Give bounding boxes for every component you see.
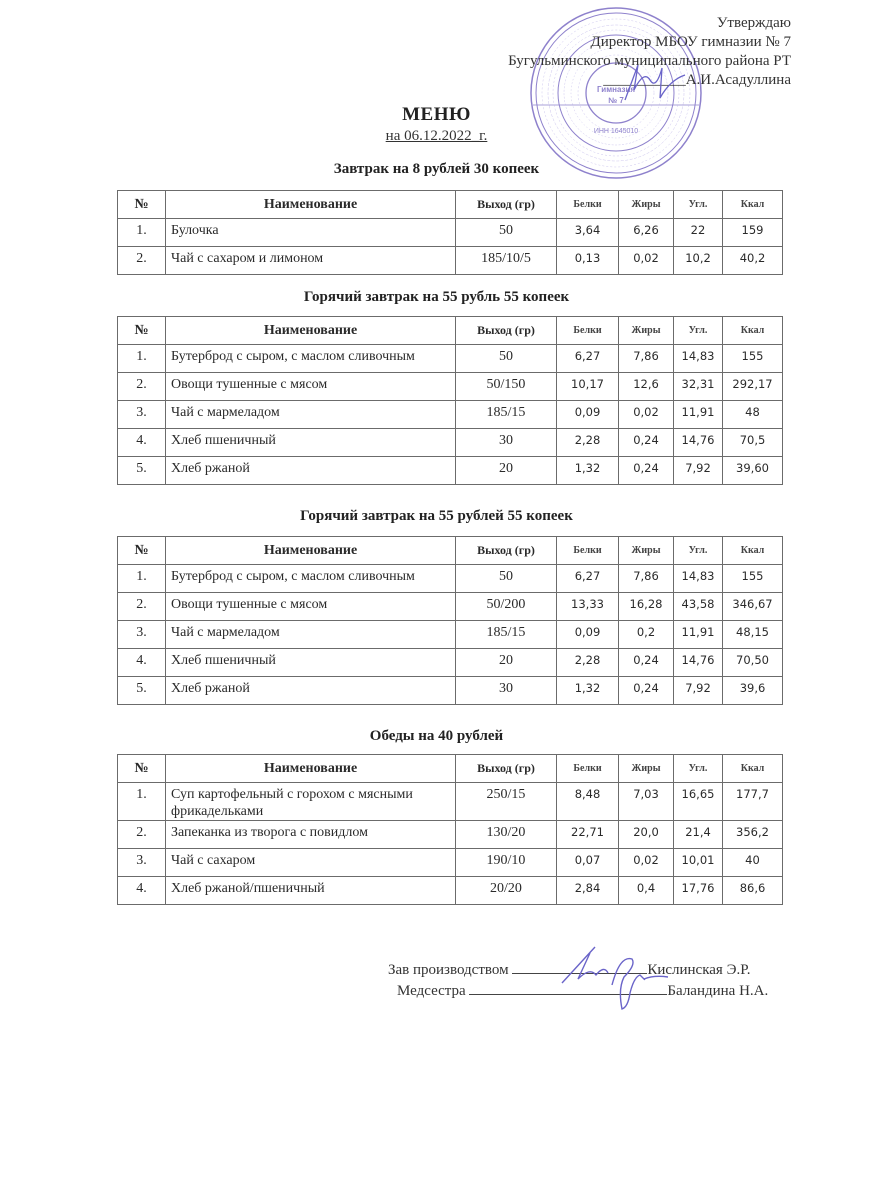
col-header-fat: Жиры — [619, 537, 674, 565]
row-num: 2. — [118, 247, 166, 275]
row-name: Суп картофельный с горохом с мясными фрикадельками — [166, 783, 456, 821]
row-kcal: 39,60 — [723, 457, 783, 485]
row-carbs: 11,91 — [674, 621, 723, 649]
col-header-protein: Белки — [557, 755, 619, 783]
row-kcal: 70,50 — [723, 649, 783, 677]
table-row — [118, 849, 783, 877]
col-header-kcal: Ккал — [723, 317, 783, 345]
row-carbs: 10,2 — [674, 247, 723, 275]
row-output: 185/15 — [456, 621, 557, 649]
row-protein: 1,32 — [557, 677, 619, 705]
col-header-num: № — [118, 755, 166, 783]
table-row — [118, 649, 783, 677]
row-output: 20 — [456, 649, 557, 677]
menu-table-lunch — [117, 754, 783, 905]
table-row — [118, 877, 783, 905]
row-name: Бутерброд с сыром, с маслом сливочным — [166, 345, 456, 373]
row-fat: 0,02 — [619, 401, 674, 429]
row-output: 50 — [456, 565, 557, 593]
row-output: 20 — [456, 457, 557, 485]
col-header-output: Выход (гр) — [456, 537, 557, 565]
row-fat: 16,28 — [619, 593, 674, 621]
row-num: 1. — [118, 565, 166, 593]
row-num: 3. — [118, 849, 166, 877]
row-num: 1. — [118, 219, 166, 247]
table-row — [118, 373, 783, 401]
row-kcal: 48,15 — [723, 621, 783, 649]
row-fat: 0,4 — [619, 877, 674, 905]
col-header-name: Наименование — [166, 537, 456, 565]
table-row — [118, 821, 783, 849]
table-row — [118, 219, 783, 247]
approval-line: Утверждаю — [716, 15, 791, 31]
row-kcal: 155 — [723, 565, 783, 593]
stamp-center-number: № 7 — [608, 96, 624, 105]
row-name: Хлеб ржаной — [166, 677, 456, 705]
row-kcal: 48 — [723, 401, 783, 429]
row-kcal: 292,17 — [723, 373, 783, 401]
row-name: Овощи тушенные с мясом — [166, 373, 456, 401]
row-carbs: 32,31 — [674, 373, 723, 401]
row-carbs: 14,83 — [674, 345, 723, 373]
row-carbs: 14,83 — [674, 565, 723, 593]
row-name: Хлеб пшеничный — [166, 649, 456, 677]
row-fat: 0,24 — [619, 429, 674, 457]
row-num: 3. — [118, 401, 166, 429]
row-protein: 3,64 — [557, 219, 619, 247]
row-carbs: 7,92 — [674, 677, 723, 705]
col-header-kcal: Ккал — [723, 755, 783, 783]
row-carbs: 11,91 — [674, 401, 723, 429]
col-header-protein: Белки — [557, 317, 619, 345]
col-header-fat: Жиры — [619, 191, 674, 219]
row-protein: 2,28 — [557, 429, 619, 457]
table-row — [118, 593, 783, 621]
col-header-output: Выход (гр) — [456, 191, 557, 219]
row-num: 2. — [118, 593, 166, 621]
signature-person: Баландина Н.А. — [667, 983, 769, 999]
row-fat: 6,26 — [619, 219, 674, 247]
row-fat: 0,02 — [619, 247, 674, 275]
col-header-kcal: Ккал — [723, 537, 783, 565]
col-header-protein: Белки — [557, 191, 619, 219]
menu-date: на 06.12.2022_г. — [385, 128, 488, 144]
row-protein: 10,17 — [557, 373, 619, 401]
row-fat: 20,0 — [619, 821, 674, 849]
row-protein: 22,71 — [557, 821, 619, 849]
row-fat: 0,2 — [619, 621, 674, 649]
row-protein: 2,84 — [557, 877, 619, 905]
row-output: 50/200 — [456, 593, 557, 621]
col-header-output: Выход (гр) — [456, 755, 557, 783]
menu-table-breakfast — [117, 190, 783, 275]
row-output: 30 — [456, 429, 557, 457]
row-protein: 1,32 — [557, 457, 619, 485]
row-carbs: 7,92 — [674, 457, 723, 485]
signature-person: Кислинская Э.Р. — [647, 962, 751, 978]
row-fat: 7,86 — [619, 565, 674, 593]
row-output: 130/20 — [456, 821, 557, 849]
row-name: Чай с мармеладом — [166, 621, 456, 649]
row-name: Хлеб ржаной/пшеничный — [166, 877, 456, 905]
row-name: Овощи тушенные с мясом — [166, 593, 456, 621]
col-header-carbs: Угл. — [674, 191, 723, 219]
row-protein: 6,27 — [557, 345, 619, 373]
row-carbs: 14,76 — [674, 649, 723, 677]
approval-line: Директор МБОУ гимназии № 7 — [590, 34, 791, 50]
col-header-carbs: Угл. — [674, 537, 723, 565]
row-name: Чай с сахаром и лимоном — [166, 247, 456, 275]
row-fat: 0,24 — [619, 649, 674, 677]
col-header-name: Наименование — [166, 191, 456, 219]
row-output: 250/15 — [456, 783, 557, 821]
stamp-inn: ИНН 1645010 — [593, 128, 639, 135]
approval-line: ___________А.И.Асадуллина — [603, 72, 791, 88]
table-row — [118, 677, 783, 705]
row-output: 185/10/5 — [456, 247, 557, 275]
row-kcal: 346,67 — [723, 593, 783, 621]
row-carbs: 22 — [674, 219, 723, 247]
col-header-output: Выход (гр) — [456, 317, 557, 345]
menu-table-hot-breakfast-1 — [117, 316, 783, 485]
row-protein: 13,33 — [557, 593, 619, 621]
col-header-protein: Белки — [557, 537, 619, 565]
row-name: Чай с мармеладом — [166, 401, 456, 429]
table-row — [118, 429, 783, 457]
row-protein: 6,27 — [557, 565, 619, 593]
col-header-num: № — [118, 317, 166, 345]
col-header-num: № — [118, 191, 166, 219]
col-header-name: Наименование — [166, 317, 456, 345]
row-fat: 0,02 — [619, 849, 674, 877]
menu-table-hot-breakfast-2 — [117, 536, 783, 705]
row-carbs: 21,4 — [674, 821, 723, 849]
row-kcal: 86,6 — [723, 877, 783, 905]
row-num: 1. — [118, 345, 166, 373]
col-header-fat: Жиры — [619, 317, 674, 345]
row-num: 5. — [118, 457, 166, 485]
stamp-center-text: Гимназия — [596, 85, 636, 94]
table-row — [118, 401, 783, 429]
row-fat: 0,24 — [619, 677, 674, 705]
row-carbs: 17,76 — [674, 877, 723, 905]
row-num: 5. — [118, 677, 166, 705]
row-carbs: 14,76 — [674, 429, 723, 457]
row-kcal: 70,5 — [723, 429, 783, 457]
row-name: Чай с сахаром — [166, 849, 456, 877]
row-kcal: 356,2 — [723, 821, 783, 849]
table-row — [118, 345, 783, 373]
table-row — [118, 565, 783, 593]
section-title: Горячий завтрак на 55 рублей 55 копеек — [300, 508, 573, 524]
row-protein: 8,48 — [557, 783, 619, 821]
row-carbs: 43,58 — [674, 593, 723, 621]
row-fat: 7,86 — [619, 345, 674, 373]
row-kcal: 40,2 — [723, 247, 783, 275]
row-kcal: 40 — [723, 849, 783, 877]
col-header-name: Наименование — [166, 755, 456, 783]
approval-line: Бугульминского муниципального района РТ — [508, 53, 791, 69]
row-fat: 7,03 — [619, 783, 674, 821]
row-num: 3. — [118, 621, 166, 649]
row-kcal: 39,6 — [723, 677, 783, 705]
col-header-num: № — [118, 537, 166, 565]
section-title: Завтрак на 8 рублей 30 копеек — [333, 161, 540, 177]
row-carbs: 16,65 — [674, 783, 723, 821]
signature-role: Зав производством — [388, 962, 509, 978]
col-header-kcal: Ккал — [723, 191, 783, 219]
row-num: 4. — [118, 877, 166, 905]
row-protein: 0,07 — [557, 849, 619, 877]
row-output: 50 — [456, 219, 557, 247]
row-kcal: 177,7 — [723, 783, 783, 821]
col-header-fat: Жиры — [619, 755, 674, 783]
table-row — [118, 621, 783, 649]
row-num: 1. — [118, 783, 166, 821]
row-num: 2. — [118, 821, 166, 849]
row-num: 4. — [118, 649, 166, 677]
col-header-carbs: Угл. — [674, 317, 723, 345]
row-name: Хлеб пшеничный — [166, 429, 456, 457]
row-protein: 0,09 — [557, 401, 619, 429]
row-fat: 12,6 — [619, 373, 674, 401]
table-row — [118, 247, 783, 275]
row-protein: 0,13 — [557, 247, 619, 275]
row-output: 50 — [456, 345, 557, 373]
row-output: 190/10 — [456, 849, 557, 877]
row-protein: 2,28 — [557, 649, 619, 677]
row-output: 50/150 — [456, 373, 557, 401]
row-name: Запеканка из творога с повидлом — [166, 821, 456, 849]
signature-role: Медсестра — [397, 983, 466, 999]
row-protein: 0,09 — [557, 621, 619, 649]
row-fat: 0,24 — [619, 457, 674, 485]
row-name: Хлеб ржаной — [166, 457, 456, 485]
row-output: 185/15 — [456, 401, 557, 429]
handwritten-signature-icon — [550, 945, 680, 1015]
row-output: 20/20 — [456, 877, 557, 905]
row-num: 4. — [118, 429, 166, 457]
table-row — [118, 457, 783, 485]
page-title: МЕНЮ — [402, 104, 471, 125]
row-name: Бутерброд с сыром, с маслом сливочным — [166, 565, 456, 593]
section-title: Обеды на 40 рублей — [369, 728, 504, 744]
row-kcal: 155 — [723, 345, 783, 373]
row-carbs: 10,01 — [674, 849, 723, 877]
row-name: Булочка — [166, 219, 456, 247]
row-output: 30 — [456, 677, 557, 705]
table-row — [118, 783, 783, 821]
col-header-carbs: Угл. — [674, 755, 723, 783]
section-title: Горячий завтрак на 55 рубль 55 копеек — [303, 289, 570, 305]
row-num: 2. — [118, 373, 166, 401]
row-kcal: 159 — [723, 219, 783, 247]
director-signature-icon — [620, 60, 690, 105]
